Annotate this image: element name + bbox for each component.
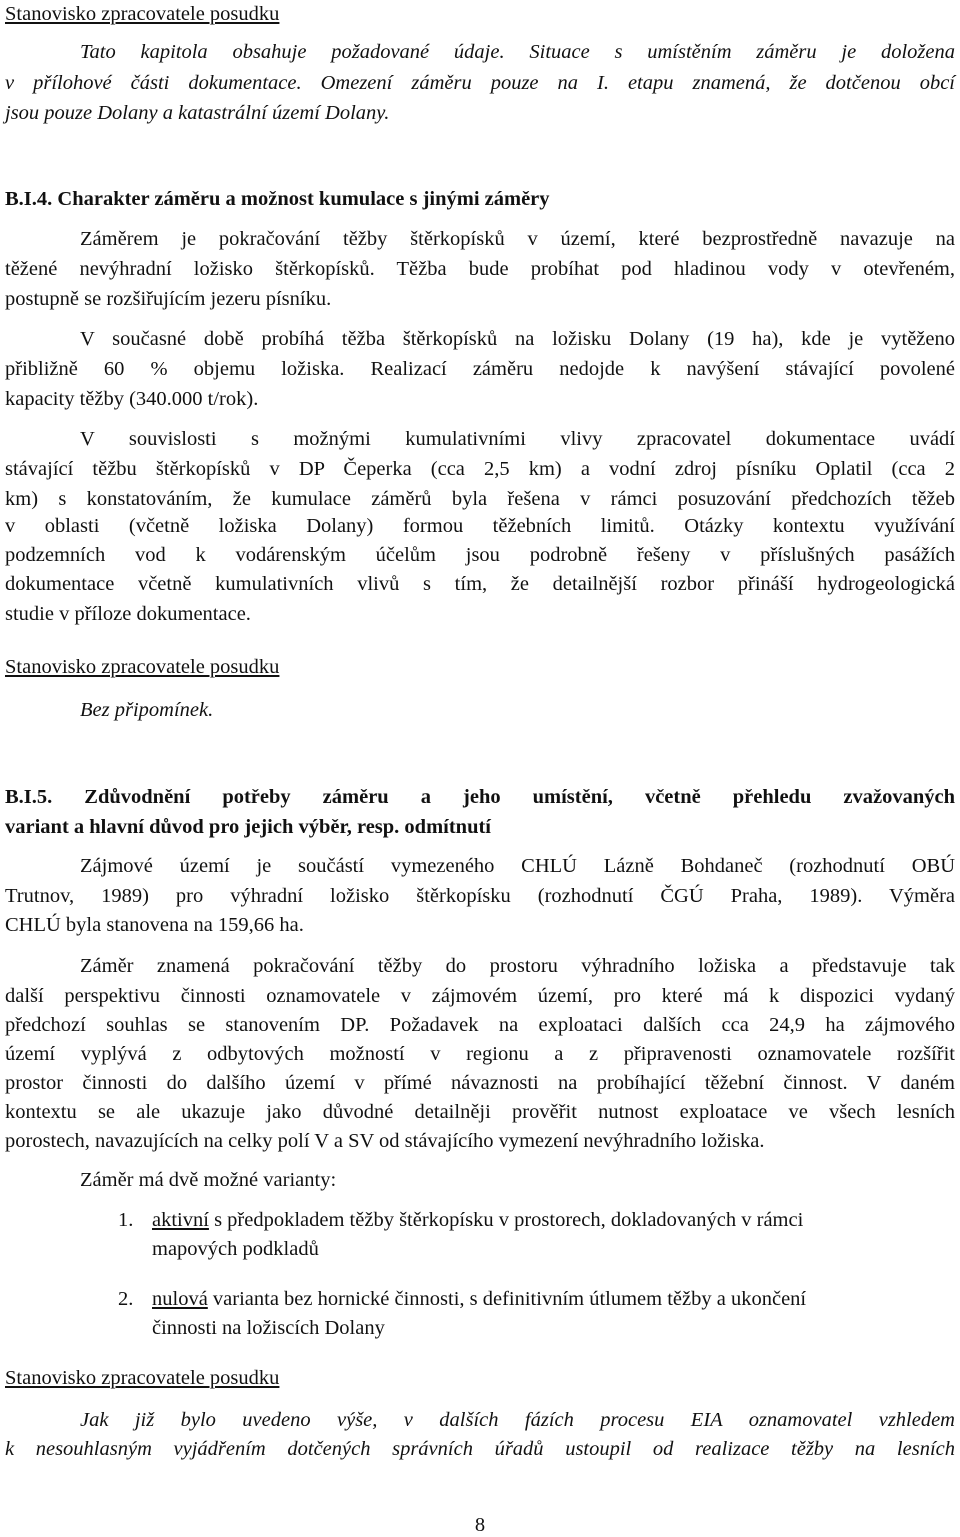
text-line: těžené nevýhradní ložisko štěrkopísků. Těžba bude probíhat pod hladinou vody v otevřeném, xyxy=(5,258,955,280)
tail-text-line: Stanovisko zpracovatele posudku xyxy=(5,1367,280,1389)
tail-text-line: k nesouhlasným vyjádřením dotčených správních úřadů ustoupil od realizace těžby na lesních xyxy=(5,1438,955,1460)
text-line: porostech, navazujících na celky polí V a SV od stávajícího vymezení nevýhradního ložiska. xyxy=(5,1130,765,1152)
list-number: 1. xyxy=(118,1209,134,1231)
text-line: Záměrem je pokračování těžby štěrkopísků v území, které bezprostředně navazuje na xyxy=(80,228,955,250)
variant-description: s předpokladem těžby štěrkopísku v prostorech, dokladovaných v rámci xyxy=(208,1209,804,1231)
list-item xyxy=(152,1207,955,1233)
text-line: Bez připomínek. xyxy=(80,699,214,721)
text-line: kontextu se ale ukazuje jako důvodné detailněji prověřit nutnost exploatace ve všech lesních xyxy=(5,1101,955,1123)
variant-term: aktivní xyxy=(152,1209,209,1231)
text-line: prostor činnosti do dalšího území v přímé návaznosti na probíhající těžební činnost. V daném xyxy=(5,1072,955,1094)
text-line: v přílohové části dokumentace. Omezení záměru pouze na I. etapu znamená, že dotčenou obcí xyxy=(5,72,955,94)
list-item-continuation: činnosti na ložiscích Dolany xyxy=(152,1317,385,1339)
text-line: v oblasti (včetně ložiska Dolany) formou těžebních limitů. Otázky kontextu využívání xyxy=(5,515,955,537)
text-line: Trutnov, 1989) pro výhradní ložisko štěrkopísku (rozhodnutí ČGÚ Praha, 1989). Výměra xyxy=(5,885,955,907)
text-line: V současné době probíhá těžba štěrkopísků na ložisku Dolany (19 ha), kde je vytěženo xyxy=(80,328,955,350)
text-line: postupně se rozšiřujícím jezeru písníku. xyxy=(5,288,332,310)
text-line: B.I.4. Charakter záměru a možnost kumulace s jinými záměry xyxy=(5,188,550,210)
list-item xyxy=(152,1286,955,1312)
text-line: přibližně 60 % objemu ložiska. Realizací záměru nedojde k navýšení stávající povolené xyxy=(5,358,955,380)
text-line: dokumentace včetně kumulativních vlivů s tím, že detailnější rozbor přináší hydrogeologická xyxy=(5,573,955,595)
text-line: Tato kapitola obsahuje požadované údaje. Situace s umístěním záměru je doložena xyxy=(80,41,955,63)
text-line: CHLÚ byla stanovena na 159,66 ha. xyxy=(5,914,304,936)
tail-text-line: Jak již bylo uvedeno výše, v dalších fázích procesu EIA oznamovatel vzhledem xyxy=(80,1409,955,1431)
text-line: předchozí souhlas se stanovením DP. Požadavek na exploataci dalších cca 24,9 ha zájmového xyxy=(5,1014,955,1036)
text-line: jsou pouze Dolany a katastrální území Dolany. xyxy=(5,102,390,124)
page-number: 8 xyxy=(474,1514,486,1536)
text-line: Záměr znamená pokračování těžby do prostoru výhradního ložiska a představuje tak xyxy=(80,955,955,977)
text-line: stávající těžbu štěrkopísků v DP Čeperka (cca 2,5 km) a vodní zdroj písníku Oplatil (cca 2 xyxy=(5,458,955,480)
text-line: kapacity těžby (340.000 t/rok). xyxy=(5,388,259,410)
text-line: studie v příloze dokumentace. xyxy=(5,603,251,625)
text-line: další perspektivu činnosti oznamovatele v zájmovém území, pro které má k dispozici vydaný xyxy=(5,985,955,1007)
text-line: variant a hlavní důvod pro jejich výběr, resp. odmítnutí xyxy=(5,816,491,838)
text-line: Zájmové území je součástí vymezeného CHLÚ Lázně Bohdaneč (rozhodnutí OBÚ xyxy=(80,855,955,877)
variant-term: nulová xyxy=(152,1288,208,1310)
text-line: Záměr má dvě možné varianty: xyxy=(80,1169,337,1191)
list-item-continuation: mapových podkladů xyxy=(152,1238,319,1260)
text-line: B.I.5. Zdůvodnění potřeby záměru a jeho umístění, včetně přehledu zvažovaných xyxy=(5,786,955,808)
text-line: km) s konstatováním, že kumulace záměrů byla řešena v rámci posuzování předchozích těžeb xyxy=(5,488,955,510)
text-line: podzemních vod k vodárenským účelům jsou podrobně řešeny v příslušných pasážích xyxy=(5,544,955,566)
text-line: Stanovisko zpracovatele posudku xyxy=(5,656,280,678)
text-line: V souvislosti s možnými kumulativními vlivy zpracovatel dokumentace uvádí xyxy=(80,428,955,450)
list-number: 2. xyxy=(118,1288,134,1310)
text-line: Stanovisko zpracovatele posudku xyxy=(5,3,280,25)
text-line: území vyplývá z odbytových možností v regionu a z připravenosti oznamovatele rozšířit xyxy=(5,1043,955,1065)
variant-description: varianta bez hornické činnosti, s definitivním útlumem těžby a ukončení xyxy=(207,1288,807,1310)
